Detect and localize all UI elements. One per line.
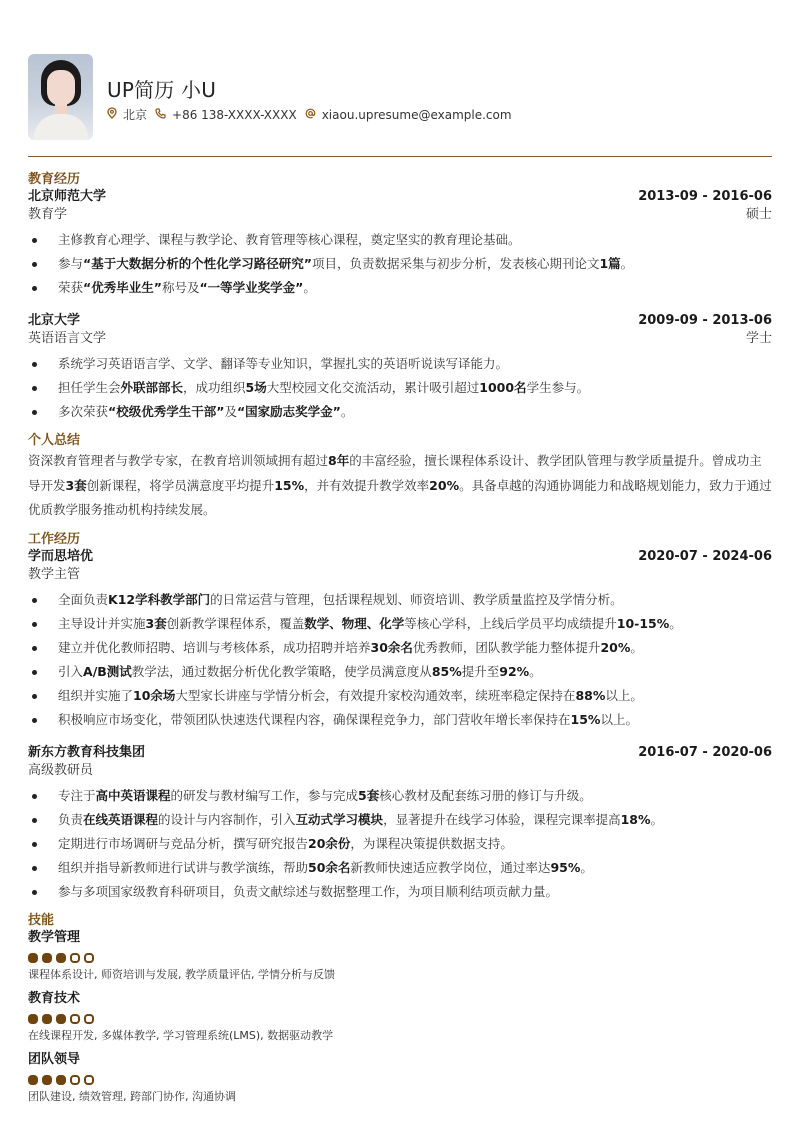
filled-dot-icon bbox=[42, 1014, 52, 1024]
education-section bbox=[28, 171, 772, 424]
work-entry bbox=[28, 744, 772, 904]
location-icon bbox=[107, 107, 123, 122]
skills-section bbox=[28, 912, 772, 1105]
job-role: 教学主管 bbox=[28, 567, 81, 582]
skill-level-dots bbox=[28, 1014, 772, 1024]
empty-dot-icon bbox=[84, 1014, 94, 1024]
filled-dot-icon bbox=[56, 1014, 66, 1024]
bullet-item: 负责在线英语课程的设计与内容制作，引入互动式学习模块，显著提升在线学习体验，课程完课率提高18%。 bbox=[28, 808, 772, 832]
skill-level-dots bbox=[28, 953, 772, 963]
skill-description: 团队建设, 绩效管理, 跨部门协作, 沟通协调 bbox=[28, 1090, 236, 1103]
bullet-item: 系统学习英语语言学、文学、翻译等专业知识，掌握扎实的英语听说读写译能力。 bbox=[28, 352, 772, 376]
summary-text: 资深教育管理者与教学专家，在教育培训领域拥有超过8年的丰富经验，擅长课程体系设计、教学团队管理与教学质量提升。曾成功主导开发3套创新课程，将学员满意度平均提升15%，并有效提升教学效率20%。具备卓越的沟通协调能力和战略规划能力，致力于通过优质教学服务推动机构持续发展。 bbox=[28, 453, 772, 517]
skill-item bbox=[28, 1051, 772, 1105]
header-divider bbox=[28, 156, 772, 157]
bullet-item: 组织并实施了10余场大型家长讲座与学情分析会，有效提升家校沟通效率，续班率稳定保持在88%以上。 bbox=[28, 684, 772, 708]
section-title-work: 工作经历 bbox=[28, 532, 81, 547]
email-icon bbox=[305, 108, 322, 122]
skill-description: 课程体系设计, 师资培训与发展, 教学质量评估, 学情分析与反馈 bbox=[28, 968, 335, 981]
phone-icon bbox=[155, 108, 172, 122]
empty-dot-icon bbox=[84, 1075, 94, 1085]
bullet-list bbox=[28, 588, 772, 732]
bullet-item: 多次荣获“校级优秀学生干部”及“国家励志奖学金”。 bbox=[28, 400, 772, 424]
empty-dot-icon bbox=[70, 953, 80, 963]
bullet-item: 参与“基于大数据分析的个性化学习路径研究”项目，负责数据采集与初步分析，发表核心期刊论文1篇。 bbox=[28, 252, 772, 276]
school-name: 北京师范大学 bbox=[28, 189, 107, 204]
major: 英语语言文学 bbox=[28, 331, 107, 346]
date-range: 2009-09 - 2013-06 bbox=[638, 313, 772, 328]
company-name: 新东方教育科技集团 bbox=[28, 745, 146, 760]
bullet-item: 参与多项国家级教育科研项目，负责文献综述与数据整理工作，为项目顺利结项贡献力量。 bbox=[28, 880, 772, 904]
bullet-item: 主修教育心理学、课程与教学论、教育管理等核心课程，奠定坚实的教育理论基础。 bbox=[28, 228, 772, 252]
school-name: 北京大学 bbox=[28, 313, 81, 328]
contact-info bbox=[107, 106, 520, 123]
degree: 硕士 bbox=[745, 207, 772, 222]
job-role: 高级教研员 bbox=[28, 763, 94, 778]
bullet-list bbox=[28, 784, 772, 904]
bullet-item: 建立并优化教师招聘、培训与考核体系，成功招聘并培养30余名优秀教师，团队教学能力整体提升20%。 bbox=[28, 636, 772, 660]
empty-dot-icon bbox=[70, 1075, 80, 1085]
work-entry bbox=[28, 548, 772, 732]
skill-item bbox=[28, 929, 772, 983]
summary-section bbox=[28, 432, 772, 523]
bullet-item: 主导设计并实施3套创新教学课程体系，覆盖数学、物理、化学等核心学科，上线后学员平均成绩提升10-15%。 bbox=[28, 612, 772, 636]
bullet-item: 专注于高中英语课程的研发与教材编写工作，参与完成5套核心教材及配套练习册的修订与升级。 bbox=[28, 784, 772, 808]
filled-dot-icon bbox=[28, 1014, 38, 1024]
contact-location: 北京 bbox=[107, 106, 147, 123]
date-range: 2020-07 - 2024-06 bbox=[638, 549, 772, 564]
date-range: 2013-09 - 2016-06 bbox=[638, 189, 772, 204]
filled-dot-icon bbox=[42, 953, 52, 963]
bullet-item: 积极响应市场变化，带领团队快速迭代课程内容，确保课程竞争力，部门营收年增长率保持在15%以上。 bbox=[28, 708, 772, 732]
date-range: 2016-07 - 2020-06 bbox=[638, 745, 772, 760]
contact-email: xiaou.upresume@example.com bbox=[305, 108, 512, 122]
section-title-education: 教育经历 bbox=[28, 172, 81, 187]
education-entry bbox=[28, 188, 772, 300]
bullet-item: 担任学生会外联部部长，成功组织5场大型校园文化交流活动，累计吸引超过1000名学生参与。 bbox=[28, 376, 772, 400]
company-name: 学而思培优 bbox=[28, 549, 94, 564]
filled-dot-icon bbox=[28, 1075, 38, 1085]
bullet-list bbox=[28, 228, 772, 300]
bullet-item: 荣获“优秀毕业生”称号及“一等学业奖学金”。 bbox=[28, 276, 772, 300]
filled-dot-icon bbox=[42, 1075, 52, 1085]
section-title-summary: 个人总结 bbox=[28, 433, 81, 448]
skill-name: 教学管理 bbox=[28, 930, 81, 945]
resume-header bbox=[28, 54, 772, 142]
contact-phone: +86 138-XXXX-XXXX bbox=[155, 108, 297, 122]
candidate-name: UP简历 小U bbox=[107, 78, 217, 102]
empty-dot-icon bbox=[70, 1014, 80, 1024]
profile-photo bbox=[28, 54, 93, 140]
bullet-list bbox=[28, 352, 772, 424]
major: 教育学 bbox=[28, 207, 68, 222]
bullet-item: 组织并指导新教师进行试讲与教学演练，帮助50余名新教师快速适应教学岗位，通过率达95%。 bbox=[28, 856, 772, 880]
filled-dot-icon bbox=[56, 1075, 66, 1085]
bullet-item: 定期进行市场调研与竞品分析，撰写研究报告20余份，为课程决策提供数据支持。 bbox=[28, 832, 772, 856]
bullet-item: 引入A/B测试教学法，通过数据分析优化教学策略，使学员满意度从85%提升至92%。 bbox=[28, 660, 772, 684]
filled-dot-icon bbox=[28, 953, 38, 963]
filled-dot-icon bbox=[56, 953, 66, 963]
empty-dot-icon bbox=[84, 953, 94, 963]
skill-description: 在线课程开发, 多媒体教学, 学习管理系统(LMS), 数据驱动教学 bbox=[28, 1029, 334, 1042]
work-section bbox=[28, 531, 772, 904]
skill-name: 团队领导 bbox=[28, 1052, 81, 1067]
section-title-skills: 技能 bbox=[28, 913, 55, 928]
skill-item bbox=[28, 990, 772, 1044]
education-entry bbox=[28, 312, 772, 424]
skill-name: 教育技术 bbox=[28, 991, 81, 1006]
degree: 学士 bbox=[745, 331, 772, 346]
bullet-item: 全面负责K12学科教学部门的日常运营与管理，包括课程规划、师资培训、教学质量监控及学情分析。 bbox=[28, 588, 772, 612]
skill-level-dots bbox=[28, 1075, 772, 1085]
